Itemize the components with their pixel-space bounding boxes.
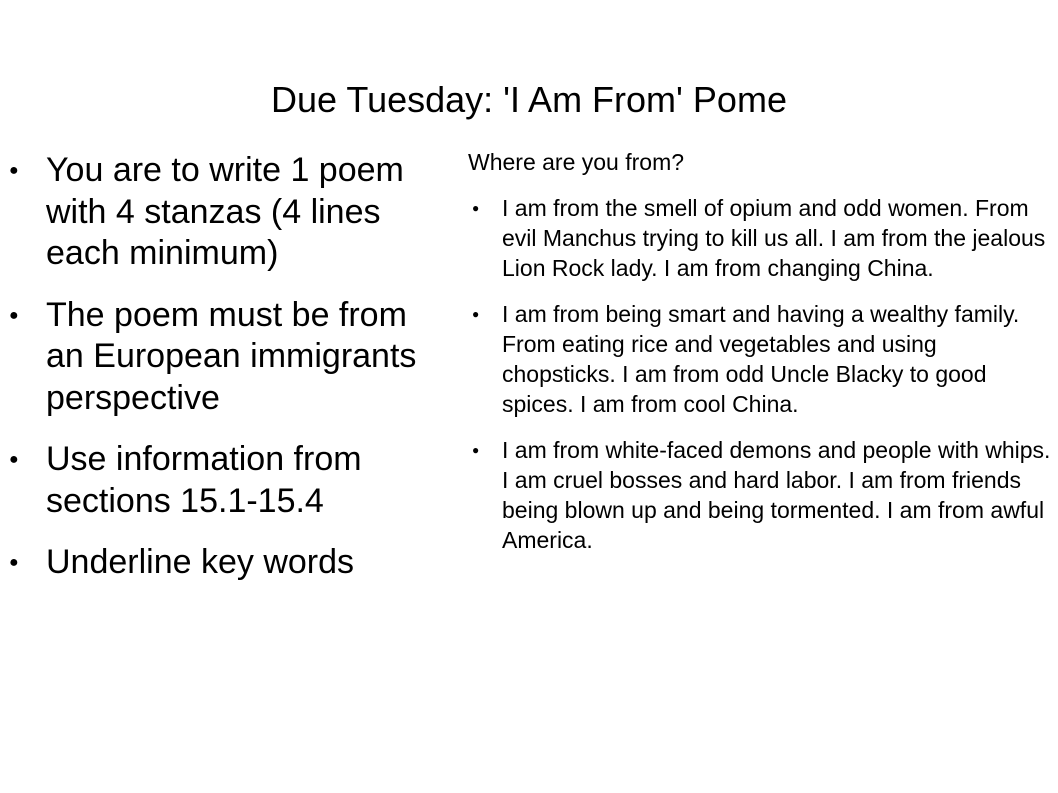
stanza-text: I am from white-faced demons and people with whips. I am cruel bosses and hard labor. I am from friends being blown up and being tormented. I am from awful America.	[502, 437, 1051, 553]
stanza-text: I am from the smell of opium and odd women. From evil Manchus trying to kill us all. I am from the jealous Lion Rock lady. I am from changing China.	[502, 195, 1046, 281]
bullet-icon: ●	[472, 307, 480, 321]
bullet-icon: ●	[472, 201, 480, 215]
example-question: Where are you from?	[468, 149, 685, 175]
slide-title: Due Tuesday: 'I Am From' Pome	[271, 79, 787, 120]
stanza-text: I am from being smart and having a wealthy family. From eating rice and vegetables and using chopsticks. I am from odd Uncle Blacky to good spices. I am from cool China.	[502, 301, 1020, 417]
instruction-item	[8, 542, 428, 584]
example-poem	[468, 147, 1053, 571]
bullet-icon: ●	[472, 443, 480, 457]
instruction-text: Use information from sections 15.1-15.4	[46, 440, 362, 520]
instruction-item	[8, 295, 428, 420]
stanza-item	[468, 193, 1053, 283]
bullet-icon: ●	[9, 306, 19, 324]
bullet-icon: ●	[9, 162, 19, 179]
instruction-item	[8, 150, 428, 275]
stanza-item	[468, 435, 1053, 555]
bullet-icon: ●	[9, 554, 19, 571]
bullet-icon: ●	[9, 451, 19, 468]
instruction-text: You are to write 1 poem with 4 stanzas (4 lines each minimum)	[46, 151, 404, 272]
instructions-list	[8, 150, 428, 604]
instruction-item	[8, 439, 428, 522]
instruction-text: The poem must be from an European immigrants perspective	[46, 295, 417, 417]
stanza-item	[468, 299, 1053, 419]
instruction-text: Underline key words	[46, 543, 355, 581]
